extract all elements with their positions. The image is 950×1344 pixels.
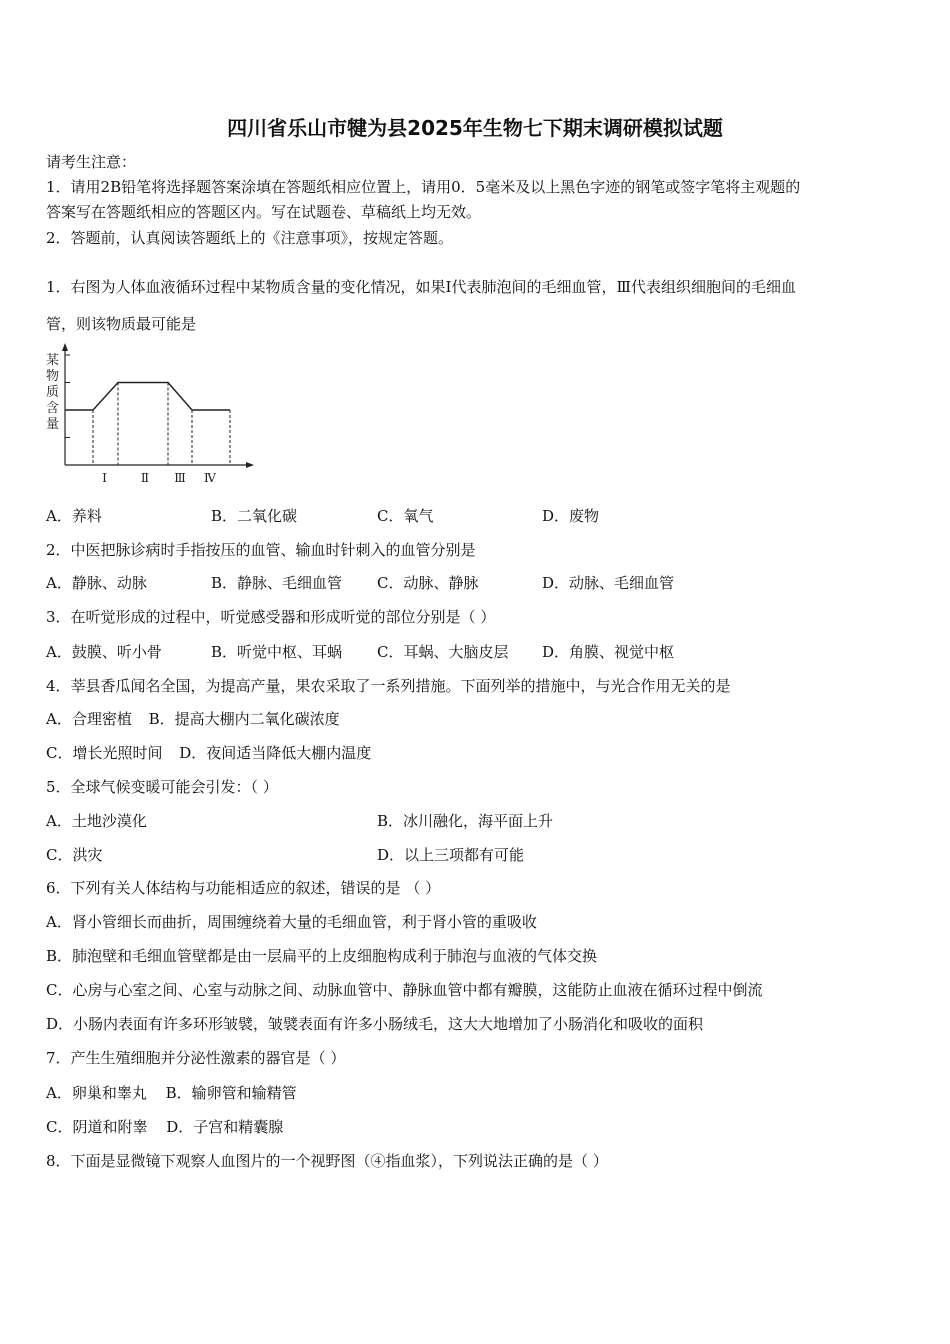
- chart-x-axis-arrow: [246, 462, 254, 468]
- question-4-stem: 4．莘县香瓜闻名全国，为提高产量，果农采取了一系列措施。下面列举的措施中，与光合作用无关的是: [46, 677, 731, 695]
- q2-option-d[interactable]: D．动脉、毛细血管: [542, 574, 675, 592]
- q3-option-c[interactable]: C．耳蜗、大脑皮层: [377, 643, 509, 661]
- question-1-stem-line-1: 1．右图为人体血液循环过程中某物质含量的变化情况，如果Ⅰ代表肺泡间的毛细血管，Ⅲ代表组织细胞间的毛细血: [46, 278, 796, 296]
- q2-option-a[interactable]: A．静脉、动脉: [46, 574, 147, 592]
- q5-option-b[interactable]: B．冰川融化，海平面上升: [377, 812, 554, 830]
- q6-option-c[interactable]: C．心房与心室之间、心室与动脉之间、动脉血管中、静脉血管中都有瓣膜，这能防止血液在循环过程中倒流: [46, 981, 763, 999]
- q1-option-d[interactable]: D．废物: [542, 507, 600, 525]
- q3-option-d[interactable]: D．角膜、视觉中枢: [542, 643, 675, 661]
- q2-option-b[interactable]: B．静脉、毛细血管: [211, 574, 343, 592]
- notice-heading: 请考生注意：: [46, 153, 137, 171]
- question-1-stem-line-2: 管，则该物质最可能是: [46, 315, 197, 333]
- chart-series-line: [65, 383, 230, 411]
- page-title: 四川省乐山市犍为县2025年生物七下期末调研模拟试题: [227, 116, 723, 140]
- q2-option-c[interactable]: C．动脉、静脉: [377, 574, 479, 592]
- question-7-stem: 7．产生生殖细胞并分泌性激素的器官是（ ）: [46, 1049, 346, 1067]
- question-7-options-row-1: [46, 1083, 297, 1103]
- q5-option-a[interactable]: A．土地沙漠化: [46, 812, 147, 830]
- question-7-options-row-2: [46, 1117, 283, 1137]
- chart-y-label: 某物质含量: [46, 353, 60, 432]
- q5-option-d[interactable]: D．以上三项都有可能: [377, 846, 525, 864]
- question-2-stem: 2．中医把脉诊病时手指按压的血管、输血时针刺入的血管分别是: [46, 541, 476, 559]
- q4-option-b[interactable]: B．提高大棚内二氧化碳浓度: [148, 710, 340, 728]
- q7-option-a[interactable]: A．卵巢和睾丸: [46, 1084, 147, 1102]
- q6-option-b[interactable]: B．肺泡壁和毛细血管壁都是由一层扁平的上皮细胞构成利于肺泡与血液的气体交换: [46, 947, 598, 965]
- question-4-options-row-1: [46, 709, 340, 729]
- chart-y-axis-arrow: [62, 343, 68, 351]
- q6-option-a[interactable]: A．肾小管细长而曲折，周围缠绕着大量的毛细血管，利于肾小管的重吸收: [46, 913, 537, 931]
- notice-item-2: 2．答题前，认真阅读答题纸上的《注意事项》，按规定答题。: [46, 229, 454, 247]
- q7-option-b[interactable]: B．输卵管和输精管: [165, 1084, 297, 1102]
- q1-option-b[interactable]: B．二氧化碳: [211, 507, 298, 525]
- question-8-stem: 8．下面是显微镜下观察人血图片的一个视野图（④指血浆），下列说法正确的是（ ）: [46, 1152, 608, 1170]
- q1-option-c[interactable]: C．氧气: [377, 507, 434, 525]
- q4-option-d[interactable]: D．夜间适当降低大棚内温度: [179, 744, 372, 762]
- question-4-options-row-2: [46, 743, 371, 763]
- question-1-chart: [40, 340, 270, 490]
- q3-option-b[interactable]: B．听觉中枢、耳蜗: [211, 643, 343, 661]
- q1-option-a[interactable]: A．养料: [46, 507, 102, 525]
- q7-option-c[interactable]: C．阴道和附睾: [46, 1118, 148, 1136]
- chart-x-label: Ⅲ: [174, 471, 186, 485]
- q6-option-d[interactable]: D．小肠内表面有许多环形皱襞，皱襞表面有许多小肠绒毛，这大大地增加了小肠消化和吸收的面积: [46, 1015, 704, 1033]
- chart-x-label: Ⅱ: [140, 471, 150, 485]
- chart-x-label: Ⅳ: [204, 471, 216, 485]
- q4-option-a[interactable]: A．合理密植: [46, 710, 132, 728]
- q5-option-c[interactable]: C．洪灾: [46, 846, 103, 864]
- chart-x-label: Ⅰ: [102, 471, 107, 485]
- question-3-stem: 3．在听觉形成的过程中，听觉感受器和形成听觉的部位分别是（ ）: [46, 608, 496, 626]
- question-6-stem: 6．下列有关人体结构与功能相适应的叙述，错误的是 （ ）: [46, 879, 441, 897]
- notice-item-1-line-2: 答案写在答题纸相应的答题区内。写在试题卷、草稿纸上均无效。: [46, 203, 482, 221]
- q7-option-d[interactable]: D．子宫和精囊腺: [166, 1118, 284, 1136]
- question-5-stem: 5．全球气候变暖可能会引发：（ ）: [46, 778, 278, 796]
- chart-y-axis-label: [46, 353, 59, 432]
- q4-option-c[interactable]: C．增长光照时间: [46, 744, 163, 762]
- notice-item-1-line-1: 1．请用2B铅笔将选择题答案涂填在答题纸相应位置上，请用0．5毫米及以上黑色字迹的钢笔或签字笔将主观题的: [46, 178, 801, 196]
- q3-option-a[interactable]: A．鼓膜、听小骨: [46, 643, 162, 661]
